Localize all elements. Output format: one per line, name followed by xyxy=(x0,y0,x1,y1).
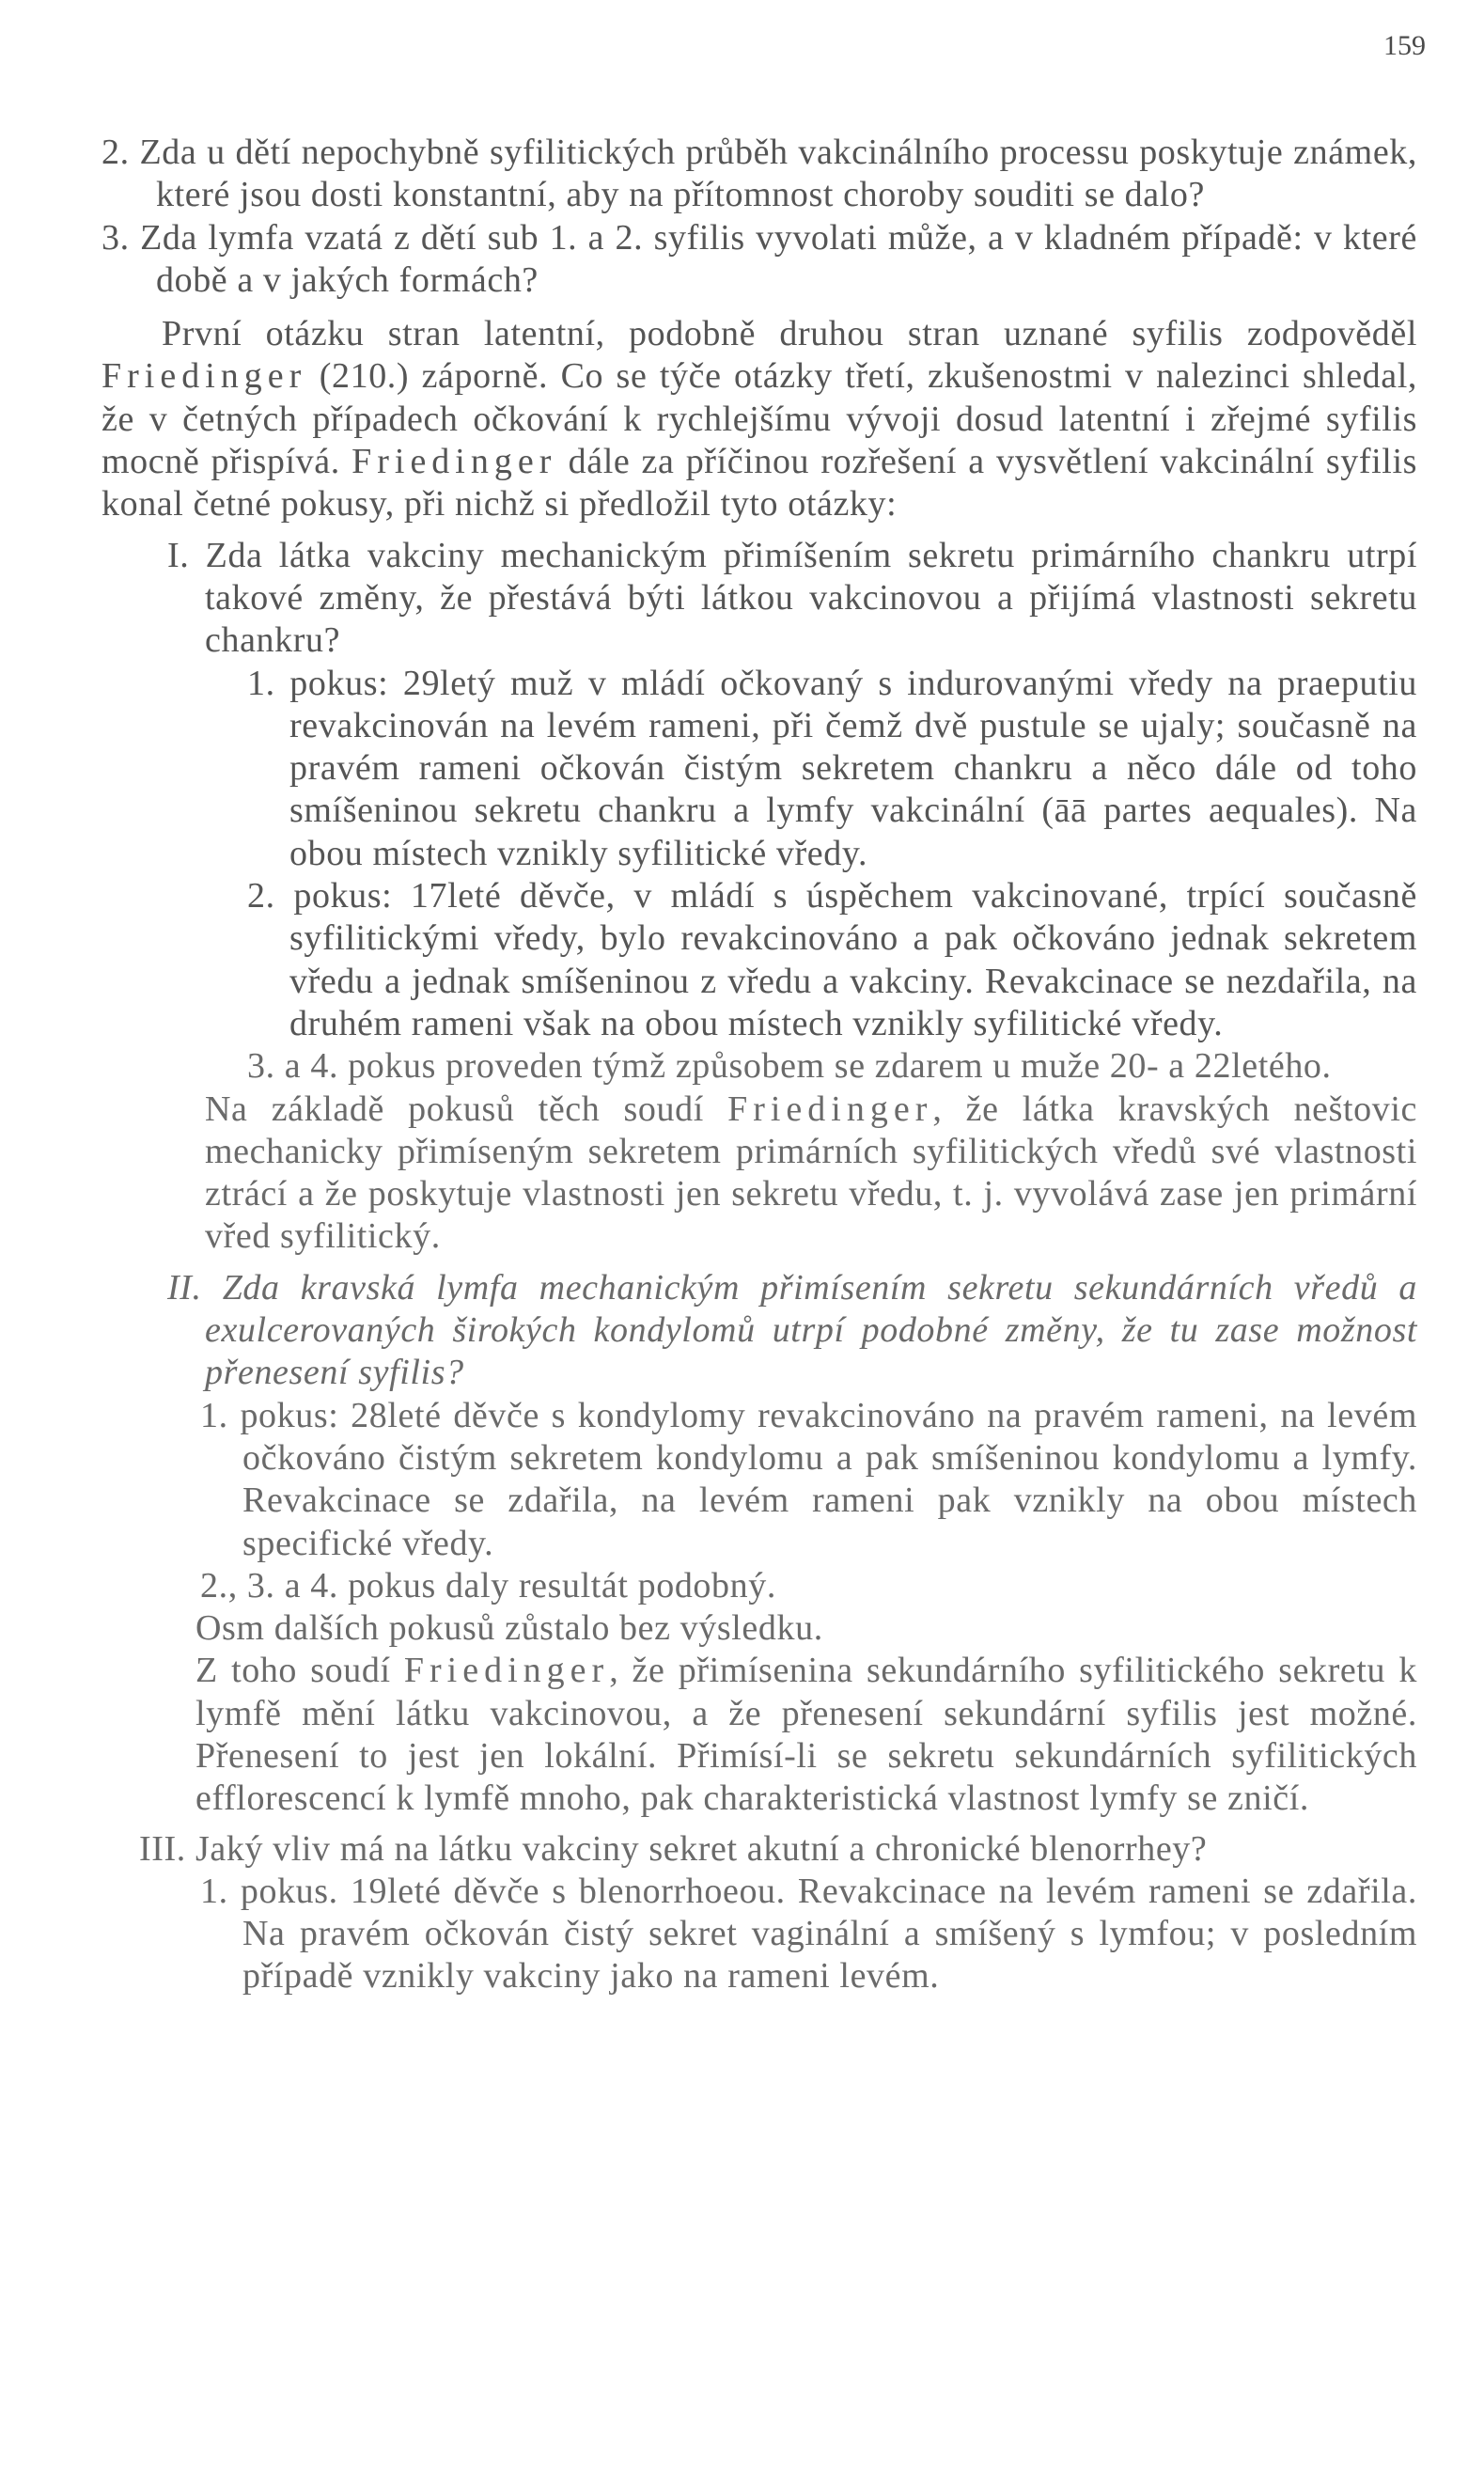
section-2-question-text: Zda kravská lymfa mechanickým přimísením sekretu sekundárních vředů a exulcerovaných širokých kondylomů utrpí podobné změny, že tu zase možnost přenesení syfilis? xyxy=(205,1267,1417,1393)
section-2-question xyxy=(102,1267,1417,1395)
author-name: Friedinger xyxy=(351,442,557,482)
section-1-conclusion xyxy=(102,1089,1417,1259)
section-2-number: II. xyxy=(167,1267,202,1308)
section-1-trial-1: 1. pokus: 29letý muž v mládí očkovaný s indurovanými vředy na praeputiu revakcinován na levém rameni, při čemž dvě pustule se ujaly; současně na pravém rameni očkován čistým sekretem chankru a něco dále od toho smíšeninou sekretu chankru a lymfy vakcinální (āā partes aequales). Na obou místech vznikly syfilitické vředy. xyxy=(247,663,1417,873)
section-3-question xyxy=(102,1828,1417,1871)
conclusion-text-2: , že látka kravských neštovic mechanicky přimíseným sekretem primárních syfilitických vředů své vlastnosti ztrácí a že poskytuje vlastnosti jen sekretu vředu, t. j. vyvolává zase jen primární vřed syfilitický. xyxy=(205,1089,1417,1257)
question-3 xyxy=(102,217,1417,303)
section-3-number: III. xyxy=(139,1828,186,1869)
section-1-question xyxy=(102,535,1417,663)
author-name: Friedinger xyxy=(727,1089,933,1129)
intro-text-3: dále za příčinou rozřešení a vysvětlení vakcinální syfilis konal četné pokusy, při nichž si předložil tyto otázky: xyxy=(102,442,1417,525)
question-2-text: Zda u dětí nepochybně syfilitických průběh vakcinálního processu poskytuje známek, které jsou dosti konstantní, aby na přítomnost choroby souditi se dalo? xyxy=(139,133,1417,215)
question-2-number: 2. xyxy=(102,133,130,172)
question-3-number: 3. xyxy=(102,217,130,258)
section-2-trial-2-3-4: 2., 3. a 4. pokus daly resultát podobný. xyxy=(200,1565,776,1606)
page-number: 159 xyxy=(1383,30,1426,61)
section-3-trial-1: 1. pokus. 19leté děvče s blenorrhoeou. Revakcinace na levém rameni se zdařila. Na pravém očkován čistý sekret vaginální a smíšený s lymfou; v posledním případě vznikly vakciny jako na rameni levém. xyxy=(200,1871,1417,1997)
section-1-question-text: Zda látka vakciny mechanickým přimíšením sekretu primárního chankru utrpí takové změny, že přestává býti látkou vakcinovou a přijímá vlastnosti sekretu chankru? xyxy=(205,535,1417,661)
section-1-number: I. xyxy=(167,535,190,575)
intro-paragraph xyxy=(102,313,1417,525)
conclusion-text-1: Na základě pokusů těch soudí xyxy=(205,1089,728,1129)
intro-text-2: (210.) záporně. Co se týče otázky třetí, zkušenostmi v nalezinci shledal, že v četných případech očkování k rychlejšímu vývoji dosud latentní i zřejmé syfilis mocně přispívá. xyxy=(102,356,1417,482)
section-2-trial-1: 1. pokus: 28leté děvče s kondylomy revakcinováno na pravém rameni, na levém očkováno čistým sekretem kondylomu a pak smíšeninou kondylomu a lymfy. Revakcinace se zdařila, na levém rameni pak vznikly na obou místech specifické vředy. xyxy=(200,1395,1417,1563)
section-3-question-text: Jaký vliv má na látku vakciny sekret akutní a chronické blenorrhey? xyxy=(195,1828,1208,1869)
page-text xyxy=(102,132,1417,1998)
section-1-trial-3-4: 3. a 4. pokus proveden týmž způsobem se zdarem u muže 20- a 22letého. xyxy=(247,1046,1332,1087)
question-3-text: Zda lymfa vzatá z dětí sub 1. a 2. syfilis vyvolati může, a v kladném případě: v které době a v jakých formách? xyxy=(140,217,1417,300)
conclusion-text-1: Z toho soudí xyxy=(195,1651,404,1691)
section-2-other-trials: Osm dalších pokusů zůstalo bez výsledku. xyxy=(195,1608,823,1649)
section-2-conclusion xyxy=(102,1650,1417,1820)
intro-text-1: První otázku stran latentní, podobně druhou stran uznané syfilis zodpověděl xyxy=(162,314,1417,354)
question-2 xyxy=(102,132,1417,217)
author-name: Friedinger xyxy=(102,356,307,397)
author-name: Friedinger xyxy=(403,1651,610,1691)
conclusion-text-2: , že přimísenina sekundárního syfilitického sekretu k lymfě mění látku vakcinovou, a že přenesení sekundární syfilis jest možné. Přenesení to jest jen lokální. Přimísí-li se sekretu sekundárních syfilitických efflorescencí k lymfě mnoho, pak charakteristická vlastnost lymfy se zničí. xyxy=(195,1651,1417,1819)
section-1-trial-2: 2. pokus: 17leté děvče, v mládí s úspěchem vakcinované, trpící současně syfilitickými vředy, bylo revakcinováno a pak očkováno jednak sekretem vředu a jednak smíšeninou z vředu a vakciny. Revakcinace se nezdařila, na druhém rameni však na obou místech vznikly syfilitické vředy. xyxy=(247,876,1417,1043)
